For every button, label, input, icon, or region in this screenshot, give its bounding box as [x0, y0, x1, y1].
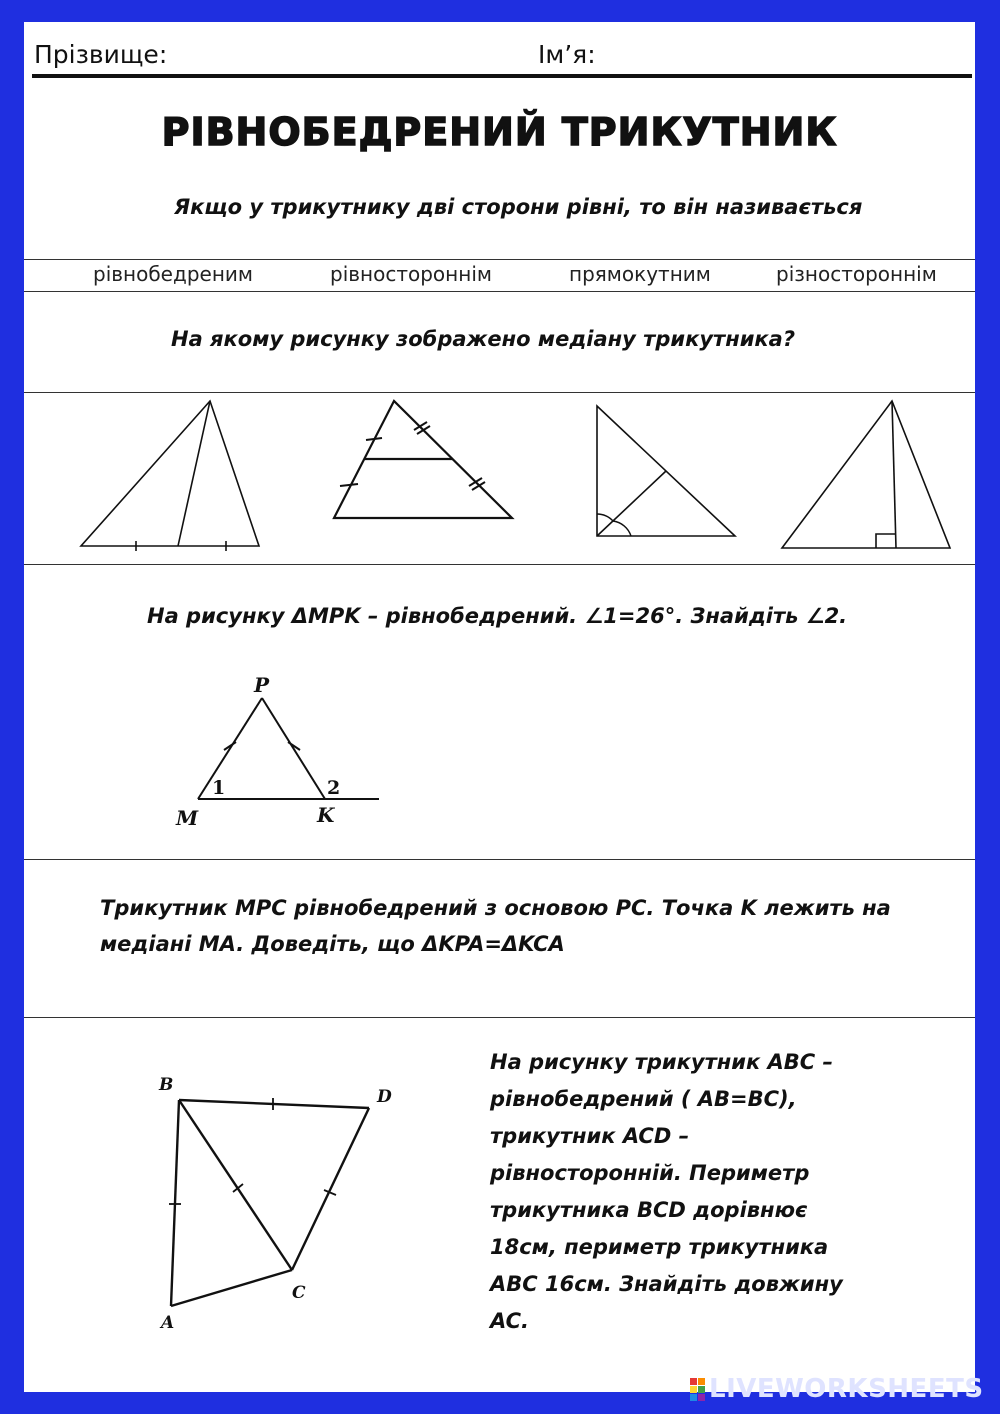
label-c: C	[292, 1283, 306, 1303]
question-5-line: AC.	[490, 1309, 529, 1333]
question-5-line: 18см, периметр трикутника	[490, 1235, 829, 1259]
option-scalene[interactable]: різностороннім	[776, 262, 937, 286]
question-1-text: Якщо у трикутнику дві сторони рівні, то він називається	[174, 195, 863, 219]
figure-mpk-triangle	[164, 670, 414, 835]
question-5-line: рівносторонній. Периметр	[490, 1161, 810, 1185]
question-3-text: На рисунку ΔMPK – рівнобедрений. ∠1=26°. Знайдіть ∠2.	[147, 604, 848, 628]
logo-blocks-icon	[690, 1378, 705, 1401]
label-a: A	[161, 1313, 175, 1333]
logo-block	[698, 1386, 705, 1393]
question-5-line: ABC 16см. Знайдіть довжину	[490, 1272, 843, 1296]
option-equilateral[interactable]: рівностороннім	[330, 262, 492, 286]
question-4-line-2: медіані MA. Доведіть, що ΔKPA=ΔKCA	[100, 932, 565, 956]
question-5-line: На рисунку трикутник ABC –	[490, 1050, 834, 1074]
header-rule	[32, 74, 972, 78]
figure-3-bisector[interactable]	[589, 398, 749, 548]
label-p: P	[254, 673, 270, 697]
logo-block	[690, 1386, 697, 1393]
divider	[24, 1017, 975, 1018]
name-label: Ім’я:	[538, 40, 596, 69]
divider	[24, 564, 975, 565]
logo-text: LIVEWORKSHEETS	[709, 1374, 984, 1404]
figure-1-median[interactable]	[72, 398, 320, 556]
divider	[24, 291, 975, 292]
logo-block	[698, 1394, 705, 1401]
surname-label: Прізвище:	[34, 40, 168, 69]
figure-4-altitude[interactable]	[776, 398, 956, 556]
logo-block	[690, 1394, 697, 1401]
option-right[interactable]: прямокутним	[569, 262, 711, 286]
angle-2-label: 2	[327, 777, 341, 799]
figure-abcd	[149, 1060, 409, 1340]
question-5-line: трикутник ACD –	[490, 1124, 690, 1148]
question-5-line: рівнобедрений ( AB=BC),	[490, 1087, 797, 1111]
label-m: M	[176, 806, 199, 830]
label-b: B	[159, 1075, 174, 1095]
question-2-text: На якому рисунку зображено медіану трикутника?	[171, 327, 796, 351]
logo-block	[698, 1378, 705, 1385]
figure-2-midline[interactable]	[324, 398, 524, 553]
label-d: D	[377, 1087, 392, 1107]
option-isosceles[interactable]: рівнобедреним	[93, 262, 253, 286]
worksheet-page	[24, 22, 975, 1392]
liveworksheets-logo[interactable]	[690, 1374, 984, 1404]
divider	[24, 392, 975, 393]
question-4-line-1: Трикутник MPC рівнобедрений з основою PC. Точка K лежить на	[100, 896, 891, 920]
label-k: K	[317, 803, 335, 827]
page-title: РІВНОБЕДРЕНИЙ ТРИКУТНИК	[161, 110, 838, 154]
logo-block	[690, 1378, 697, 1385]
divider	[24, 859, 975, 860]
divider	[24, 259, 975, 260]
question-5-line: трикутника BCD дорівнює	[490, 1198, 808, 1222]
angle-1-label: 1	[212, 777, 226, 799]
